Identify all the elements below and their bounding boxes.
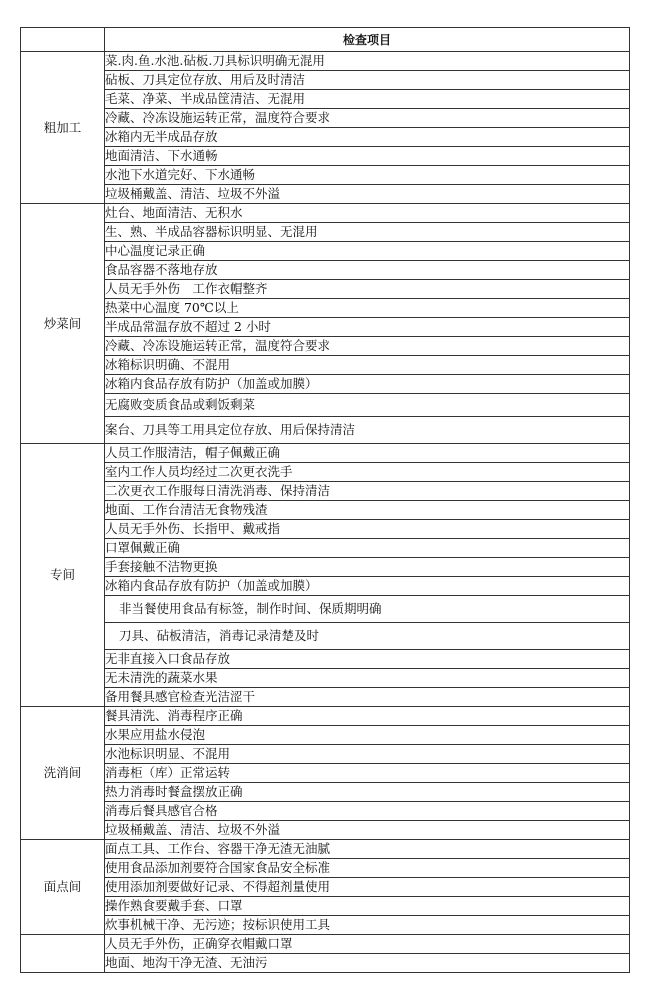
table-row (21, 501, 630, 520)
table-row (21, 935, 630, 954)
table-row (21, 577, 630, 596)
check-item: 冷藏、冷冻设施运转正常，温度符合要求 (105, 109, 630, 128)
table-row (21, 482, 630, 501)
check-item: 手套接触不洁物更换 (105, 558, 630, 577)
check-item: 热菜中心温度 70℃以上 (105, 299, 630, 318)
check-item: 人员工作服清洁，帽子佩戴正确 (105, 444, 630, 463)
check-item: 使用食品添加剂要符合国家食品安全标准 (105, 859, 630, 878)
table-row (21, 596, 630, 623)
table-row (21, 242, 630, 261)
table-row (21, 878, 630, 897)
table-row (21, 745, 630, 764)
check-item: 生、熟、半成品容器标识明显、无混用 (105, 223, 630, 242)
check-item: 人员无手外伤，正确穿衣帽戴口罩 (105, 935, 630, 954)
check-item: 热力消毒时餐盒摆放正确 (105, 783, 630, 802)
table-row (21, 204, 630, 223)
table-row (21, 650, 630, 669)
table-row (21, 166, 630, 185)
section-label-wash-disinfect-room: 洗消间 (21, 707, 105, 840)
check-item: 炊事机械干净、无污迹；按标识使用工具 (105, 916, 630, 935)
check-item: 水池标识明显、不混用 (105, 745, 630, 764)
check-item: 冰箱内无半成品存放 (105, 128, 630, 147)
section-label-stir-fry-room: 炒菜间 (21, 204, 105, 444)
table-row (21, 71, 630, 90)
table-row (21, 783, 630, 802)
check-item: 室内工作人员均经过二次更衣洗手 (105, 463, 630, 482)
table-row (21, 444, 630, 463)
table-row (21, 109, 630, 128)
table-row (21, 954, 630, 973)
table-row (21, 261, 630, 280)
check-item: 操作熟食要戴手套、口罩 (105, 897, 630, 916)
table-row (21, 356, 630, 375)
check-item: 无未清洗的蔬菜水果 (105, 669, 630, 688)
table-row (21, 558, 630, 577)
section-label-rough-processing: 粗加工 (21, 52, 105, 204)
check-item: 案台、刀具等工用具定位存放、用后保持清洁 (105, 417, 630, 444)
check-item: 消毒后餐具感官合格 (105, 802, 630, 821)
check-item: 菜.肉.鱼.水池.砧板.刀具标识明确无混用 (105, 52, 630, 71)
table-row (21, 726, 630, 745)
section-label-special-room: 专间 (21, 444, 105, 707)
check-item: 水池下水道完好、下水通畅 (105, 166, 630, 185)
table-row (21, 52, 630, 71)
check-item: 冰箱内食品存放有防护（加盖或加膜） (105, 375, 630, 394)
table-row (21, 280, 630, 299)
table-row (21, 897, 630, 916)
check-item: 人员无手外伤、长指甲、戴戒指 (105, 520, 630, 539)
check-item: 无腐败变质食品或剩饭剩菜 (105, 394, 630, 417)
check-item: 口罩佩戴正确 (105, 539, 630, 558)
check-item: 食品容器不落地存放 (105, 261, 630, 280)
table-row (21, 147, 630, 166)
check-item: 使用添加剂要做好记录、不得超剂量使用 (105, 878, 630, 897)
check-item: 水果应用盐水侵泡 (105, 726, 630, 745)
check-item: 垃圾桶戴盖、清洁、垃圾不外溢 (105, 821, 630, 840)
check-item: 垃圾桶戴盖、清洁、垃圾不外溢 (105, 185, 630, 204)
check-item: 非当餐使用食品有标签，制作时间、保质期明确 (105, 596, 630, 623)
check-item: 刀具、砧板清洁，消毒记录清楚及时 (105, 623, 630, 650)
table-header-row (21, 28, 630, 52)
check-item: 半成品常温存放不超过 2 小时 (105, 318, 630, 337)
table-row (21, 821, 630, 840)
check-item: 无非直接入口食品存放 (105, 650, 630, 669)
check-item: 消毒柜（库）正常运转 (105, 764, 630, 783)
section-label-pastry-room: 面点间 (21, 840, 105, 935)
check-item: 备用餐具感官检查光洁涩干 (105, 688, 630, 707)
table-row (21, 840, 630, 859)
check-item: 毛菜、净菜、半成品筐清洁、无混用 (105, 90, 630, 109)
table-row (21, 623, 630, 650)
inspection-checklist-table (20, 27, 630, 973)
table-row (21, 185, 630, 204)
area-header-cell (21, 28, 105, 52)
check-item: 人员无手外伤 工作衣帽整齐 (105, 280, 630, 299)
check-item: 面点工具、工作台、容器干净无渣无油腻 (105, 840, 630, 859)
items-header-cell: 检查项目 (105, 28, 630, 52)
table-row (21, 916, 630, 935)
table-row (21, 859, 630, 878)
table-row (21, 520, 630, 539)
table-row (21, 764, 630, 783)
check-item: 砧板、刀具定位存放、用后及时清洁 (105, 71, 630, 90)
table-row (21, 90, 630, 109)
section-label-continued (21, 935, 105, 973)
check-item: 二次更衣工作服每日清洗消毒、保持清洁 (105, 482, 630, 501)
table-row (21, 394, 630, 417)
check-item: 灶台、地面清洁、无积水 (105, 204, 630, 223)
check-item: 地面、工作台清洁无食物残渣 (105, 501, 630, 520)
table-row (21, 688, 630, 707)
check-item: 冷藏、冷冻设施运转正常，温度符合要求 (105, 337, 630, 356)
table-row (21, 802, 630, 821)
table-row (21, 463, 630, 482)
table-row (21, 299, 630, 318)
table-row (21, 223, 630, 242)
table-row (21, 417, 630, 444)
table-row (21, 318, 630, 337)
table-row (21, 128, 630, 147)
check-item: 地面清洁、下水通畅 (105, 147, 630, 166)
check-item: 冰箱内食品存放有防护（加盖或加膜） (105, 577, 630, 596)
check-item: 中心温度记录正确 (105, 242, 630, 261)
table-row (21, 707, 630, 726)
check-item: 餐具清洗、消毒程序正确 (105, 707, 630, 726)
table-row (21, 669, 630, 688)
check-item: 冰箱标识明确、不混用 (105, 356, 630, 375)
table-row (21, 337, 630, 356)
check-item: 地面、地沟干净无渣、无油污 (105, 954, 630, 973)
table-row (21, 539, 630, 558)
table-row (21, 375, 630, 394)
